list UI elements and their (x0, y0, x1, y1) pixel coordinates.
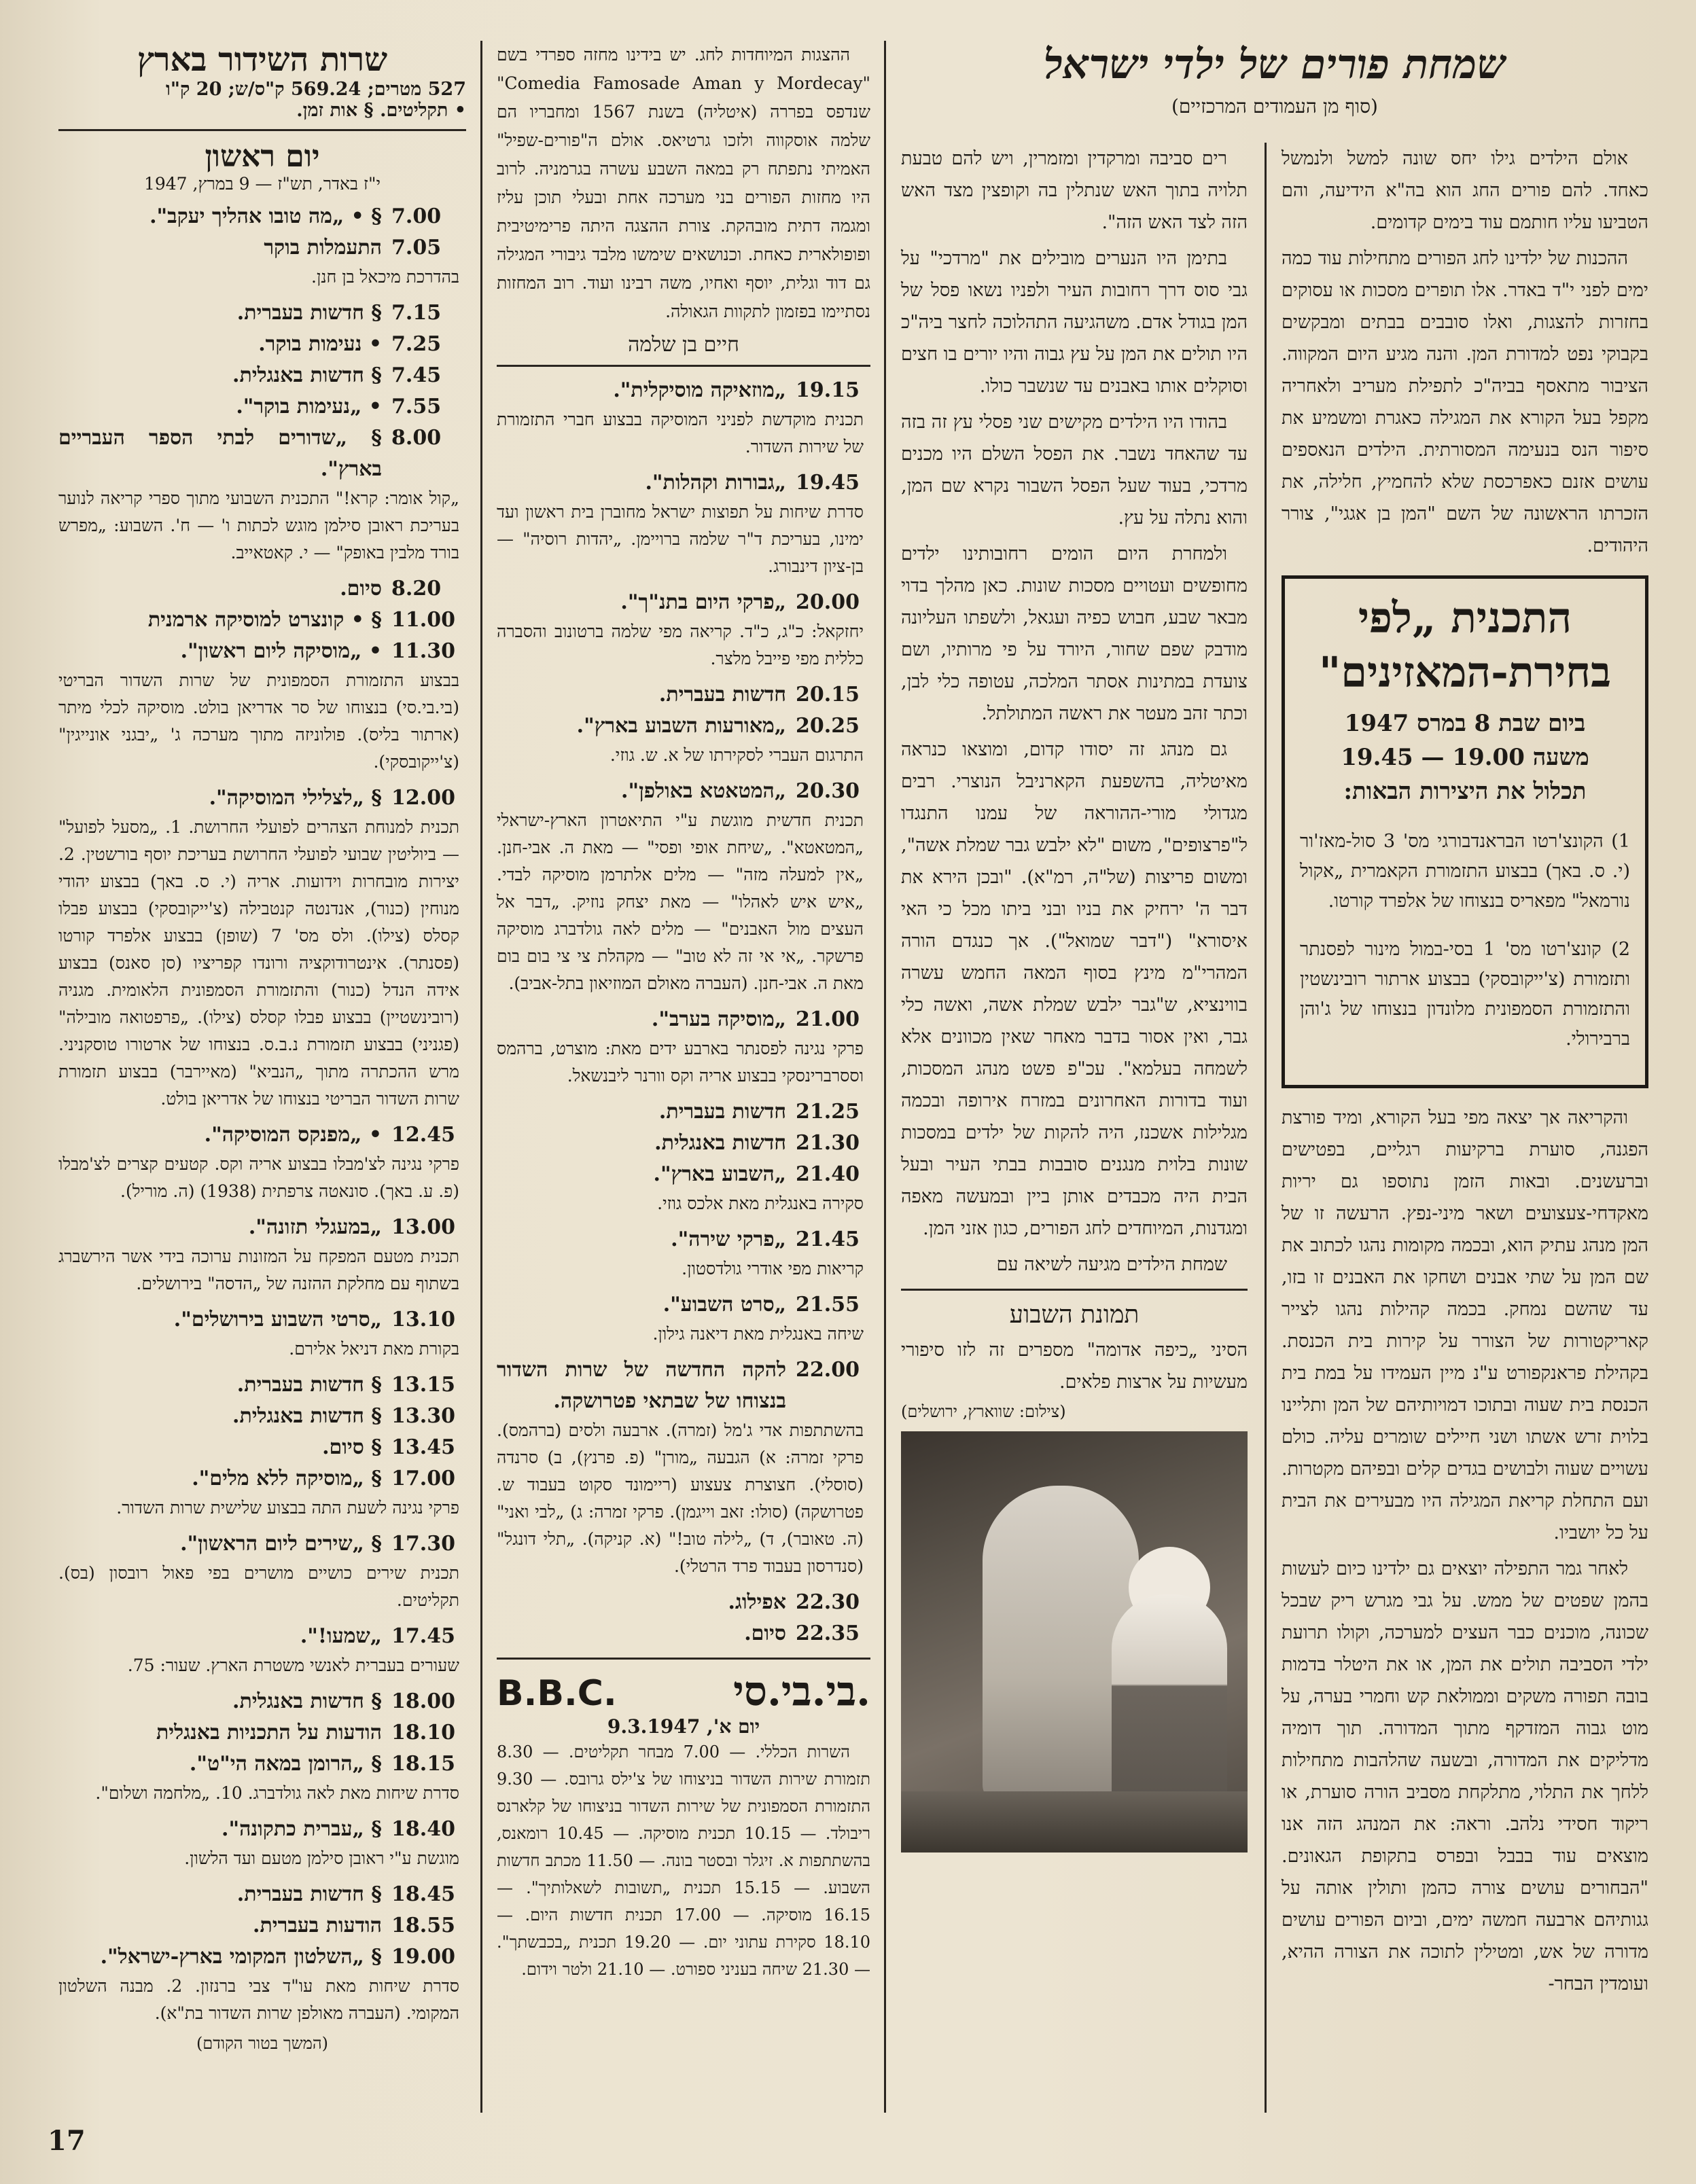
schedule-time: 20.25 (796, 714, 860, 738)
schedule-time: 7.55 (391, 395, 442, 418)
schedule-time: 8.00 (391, 426, 442, 450)
schedule-item (58, 1910, 466, 1941)
schedule-desc: יחזקאל: כ"ג, כ"ד. קריאה מפי שלמה ברטונוב והסברה כללית מפי פייבל מלצר. (497, 622, 864, 668)
schedule-desc: בקורת מאת דניאל אלירם. (289, 1339, 459, 1359)
bbc-title-he: בי.בי.סי. (733, 1668, 870, 1715)
schedule-title: „פרקי היום בתנ"ך". (620, 590, 786, 614)
box-date-line3: תכלול את היצירות הבאות: (1343, 778, 1587, 805)
article-column-2 (901, 143, 1248, 1852)
schedule-title: הודעות בעברית. (253, 1914, 382, 1937)
bbc-header (497, 1668, 870, 1715)
schedule-item (497, 1618, 870, 1649)
schedule-desc: קריאות מפי אודרי גולדסטון. (682, 1259, 864, 1278)
schedule-time: 7.05 (391, 236, 442, 259)
schedule-time: 21.00 (796, 1007, 860, 1031)
schedule-item (58, 783, 466, 814)
schedule-item (497, 679, 870, 711)
schedule-time: 22.00 (796, 1358, 860, 1382)
schedule-time: 11.30 (391, 639, 455, 663)
schedule-title: § „השלטון המקומי בארץ-ישראל". (100, 1945, 382, 1969)
schedule-item (58, 1370, 466, 1401)
schedule-title: חדשות בעברית. (658, 683, 786, 706)
schedule-desc: סדרת שיחות מאת לאה גולדברג. 10. „מלחמה ושלום". (95, 1783, 459, 1803)
schedule-time: 7.15 (391, 301, 442, 325)
schedule-time: 20.30 (796, 779, 860, 803)
schedule-time: 18.55 (391, 1914, 455, 1937)
schedule-item (58, 1212, 466, 1243)
schedule-desc: התרגום העברי לסקירתו של א. ש. גוזי. (610, 745, 864, 765)
schedule-time: 19.15 (796, 378, 860, 402)
box-date-line2: משעה 19.00 — 19.45 (1341, 744, 1589, 771)
schedule-time: 20.00 (796, 590, 860, 614)
schedule-title: § חדשות באנגלית. (232, 1404, 382, 1428)
schedule-item (497, 1587, 870, 1618)
column-divider (480, 41, 482, 2113)
schedule-title: • „מוסיקה ליום ראשון". (180, 639, 382, 663)
schedule-time: 8.20 (391, 577, 442, 601)
schedule-title: § סיום. (322, 1435, 382, 1459)
schedule-item (58, 605, 466, 636)
schedule-time: 19.45 (796, 471, 860, 495)
schedule-title: § חדשות בעברית. (236, 301, 382, 325)
photo-figure-child (1112, 1594, 1227, 1819)
radio-day-date: י"ז באדר, תש"ז — 9 במרץ, 1947 (143, 174, 381, 194)
schedule-time: 13.15 (391, 1373, 455, 1397)
schedule-title: סיום. (340, 577, 382, 601)
schedule-title: • נעימות בוקר. (258, 332, 382, 356)
schedule-time: 18.15 (391, 1752, 455, 1776)
schedule-title: חדשות באנגלית. (654, 1131, 786, 1155)
column3-author: חיים בן שלמה (628, 333, 739, 357)
schedule-item (497, 1128, 870, 1159)
schedule-title: „מוסיקה בערב". (651, 1007, 786, 1031)
schedule-title: „מאורעות השבוע בארץ". (576, 714, 786, 738)
section-rule (497, 1658, 870, 1660)
column3-intro: ההצגות המיוחדות לחג. יש בידינו מחזה ספרדי בשם "Comedia Famosade Aman y Mordecay" שנדפס בפררה (איטליה) בשנת 1567 ומחבריו הם שלמה אוסקווה ולזכו גרטיאס. אולם ה"פורים-שפיל" האמיתי נתפתח רק במאה השבע עשרה בגרמניה. לרוב היו מחזות הפורים בני מערכה אחת ובעלי תוכן עליז ומגמה דתית מובהקת. צורת ההצגה היתה פרימיטיבית ופופולארית כאחת. וכנושאים שימשו מלבד גיבורי המגילה גם דוד וגלית, יוסף ואחיו, משה רבינו ועוד. רוב המחזות נסתיימו בפזמון לתקוות הגאולה. (497, 45, 870, 321)
article-section (901, 41, 1648, 132)
article-paragraph: ולמחרת היום הומים רחובותינו ילדים מחופשים ועטויים מסכות שונות. כאן מהלך בדוי מבאר שבע, חבוש כפיה ועגאל, ולשפתו העליונה מודבק שפם שחור, היורד על פי מרותיו, ושם צועדת במתינות אסתר המלכה, עטופה כלי לבן, וכתר זהב מעטר את ראשה המתולתל. (901, 543, 1248, 724)
schedule-time: 17.00 (391, 1467, 455, 1490)
schedule-title: „השבוע בארץ". (653, 1162, 786, 1186)
schedule-item (497, 375, 870, 406)
schedule-desc: פרקי נגינה לצ'מבלו בבצוע אריה וקס. קטעים קצרים לצ'מבלו (פ. ע. באך). סונאטה צרפתית (1938) (ה. מוריל). (58, 1154, 459, 1201)
box-date-line1: ביום שבת 8 במרס 1947 (1344, 710, 1586, 737)
schedule-title: § „עברית כתקונה". (222, 1817, 382, 1841)
schedule-item (497, 1004, 870, 1035)
radio-column (58, 41, 466, 2054)
schedule-desc: מוגשת ע"י ראובן סילמן מטעם ועד הלשון. (184, 1848, 459, 1868)
schedule-item (58, 1463, 466, 1494)
schedule-time: 12.45 (391, 1123, 455, 1147)
schedule-title: § „מוסיקה ללא מלים". (192, 1467, 382, 1490)
schedule-item (497, 587, 870, 618)
schedule-time: 7.45 (391, 363, 442, 387)
column-divider (884, 41, 886, 2113)
week-photo (901, 1431, 1248, 1852)
schedule-title: § „לצלילי המוסיקה". (209, 786, 382, 810)
schedule-item (58, 1621, 466, 1652)
schedule-desc: תכנית מטעם המפקח על המזונות ערוכה בידי אשר הירשברג בשתוף עם מחלקת ההזנה של „הדסה" בירושלים. (58, 1247, 459, 1293)
schedule-title: „סרט השבוע". (662, 1293, 786, 1317)
schedule-time: 21.30 (796, 1131, 860, 1155)
continued-note: (המשך בטור הקודם) (196, 2034, 329, 2053)
article-paragraph: אולם הילדים גילו יחס שונה למשל ולנמשל כאחד. להם פורים החג הוא בה"א הידיעה, והם הטביעו עליו חותמם עוד בימים קדומים. (1282, 148, 1648, 233)
schedule-time: 7.25 (391, 332, 442, 356)
radio-title: שרות השידור בארץ (137, 41, 388, 79)
schedule-desc: תכנית חדשית מוגשת ע"י התיאטרון הארץ-ישראלי „המטאטא". „שיחת אופי ופסי" — מאת ה. אבי-חנן. „אין למעלה מזה" — מלים אלתרמן מוסיקה לבדי. „איש איש לאהלו" — מאת יצחק נוזיק. „דבר אל העצים מול האבנים" — מלים לאה גולדברג מוסיקה פרשקר. „אי אי זה לא טוב" — מקהלת צי צי בום בום מאת ה. אבי-חנן. (העברה מאולם המוזיאון בתל-אביב). (497, 810, 864, 993)
schedule-desc: סקירה באנגלית מאת אלכס גוזי. (657, 1194, 864, 1213)
schedule-item (497, 776, 870, 807)
schedule-item (58, 423, 466, 485)
schedule-desc: שעורים בעברית לאנשי משטרת הארץ. שעור: 75. (127, 1655, 459, 1675)
schedule-title: „במעגלי תזונה". (248, 1215, 382, 1239)
box-title (1300, 591, 1630, 700)
schedule-desc: תכנית שירים כושיים מושרים בפי פאול רובסון (בס). תקליטים. (58, 1563, 459, 1610)
radio-day-title: יום ראשון (205, 139, 320, 174)
schedule-desc: תכנית מוקדשת לפניני המוסיקה בבצוע חברי התזמורת של שירות השדור. (497, 410, 864, 457)
schedule-time: 22.35 (796, 1622, 860, 1645)
schedule-time: 21.45 (796, 1228, 860, 1251)
schedule-title: הודעות על התכניות באנגלית (156, 1721, 382, 1744)
schedule-item (58, 360, 466, 391)
schedule-item (58, 636, 466, 667)
section-rule (58, 129, 466, 131)
schedule-title: § • „מה טובו אהליך יעקב". (149, 204, 382, 228)
schedule-title: „סרטי השבוע בירושלים". (173, 1308, 382, 1331)
schedule-title: „מוזאיקה מוסיקלית". (613, 378, 786, 402)
schedule-item (58, 1879, 466, 1910)
schedule-title: אפילוג. (728, 1590, 786, 1614)
article-title: שמחת פורים של ילדי ישראל (1044, 41, 1506, 88)
schedule-item (497, 1159, 870, 1190)
evening-schedule (497, 375, 870, 1649)
schedule-item (497, 1289, 870, 1321)
schedule-item (58, 1432, 466, 1463)
schedule-time: 21.25 (796, 1100, 860, 1124)
schedule-item (58, 1304, 466, 1336)
schedule-item (58, 1120, 466, 1151)
schedule-item (497, 467, 870, 499)
box-item-2: 2) קונצ'רטו מס' 1 בסי-במול מינור לפסנתר ותזמורת (צ'ייקובסקי) בבצוע ארתור רובינשטין והתזמורת הסמפונית מלונדון בנצוחו של ג'והן ברבירולי. (1300, 939, 1630, 1050)
schedule-title: • „מפנקס המוסיקה". (204, 1123, 382, 1147)
schedule-title: „גבורות וקהלות". (645, 471, 786, 495)
schedule-time: 17.30 (391, 1532, 455, 1556)
schedule-time: 13.45 (391, 1435, 455, 1459)
article-paragraph: בהודו היו הילדים מקישים שני פסלי עץ זה בזה עד שהאחד נשבר. את הפסל השלם היו מכנים מרדכי, בעוד שעל הפסל השבור נקרא שם המן, והוא נתלה על עץ. (901, 412, 1248, 529)
schedule-time: 13.10 (391, 1308, 455, 1331)
article-paragraph: שמחת הילדים מגיעה לשיאה עם (996, 1254, 1227, 1275)
schedule-time: 12.00 (391, 786, 455, 810)
schedule-title: § חדשות בעברית. (236, 1373, 382, 1397)
radio-schedule (58, 201, 466, 2027)
article-paragraph: גם מנהג זה יסודו קדום, ומוצאו כנראה מאיטליה, בהשפעת הקארניבל הנוצרי. רבים מגדולי מורי-ההוראה של עמנו התנגדו ל"פרצופים", משום "לא ילבש גבר שמלת אשה", ומשום פריצות (של"ה, רמ"א). "ובכן הירא את דבר ה' ירחיק את בניו ובני ביתו מכל כי האי איסורא" ("דבר שמואל"). אך כנגדם הורה המהרי"מ מינץ בסוף המאה החמש עשרה בווינציא, ש"גבר ילבש שמלת אשה, ואשה כלי גבר, ואין אסור בדבר מאחר שאין מכוונים אלא לשמחה בעלמא". עכ"פ פשט מנהג המסכות, ועוד בדורות האחרונים במזרח אירופה ובכמה מגלילות אשכנז, היה להקות של ילדים במסכות שונות בלוית מנגנים סובבות בבתי העיר ובעל הבית היה מכבדים אותן ביין ובמעשה מאפה ומגדנות, המיוחדים לחג הפורים, כגון אזני המן. (901, 739, 1248, 1239)
schedule-item (58, 329, 466, 360)
schedule-time: 18.10 (391, 1721, 455, 1744)
schedule-item (58, 1941, 466, 1973)
schedule-title: § חדשות באנגלית. (232, 363, 382, 387)
article-paragraph: ההכנות של ילדינו לחג הפורים מתחילות עוד כמה ימים לפני י"ד באדר. אלו תופרים מסכות או עסוקים בחזרות להצגות, ואלו סובבים בבתים ומבקשים בקבוקי נפט למדורת המן. והנה מגיע היום המקווה. הציבור מתאסף בביה"כ לתפילת מעריב ולאחריה מקפל בעל הקורא את המגילה כאגרת ומשמיע את סיפור הנס בנעימה המסורתית. הילדים הנאספים עושים אזנם כאפרכסת שלא להחמיץ, חלילה, את הזכרתו הראשונה של השם "המן בן אגגי", צורר היהודים. (1282, 248, 1648, 556)
schedule-time: 7.00 (391, 204, 442, 228)
schedule-title: § „הרומן במאה הי"ט". (189, 1752, 382, 1776)
schedule-item (58, 1717, 466, 1749)
section-rule (901, 1289, 1248, 1291)
box-title-line2: בחירת-המאזינים" (1318, 647, 1611, 697)
box-title-line1: התכנית „לפי (1358, 593, 1572, 643)
schedule-item (58, 201, 466, 232)
schedule-desc: סדרת שיחות על תפוצות ישראל מחוברן בית ראשון ועד ימינו, בעריכת ד"ר שלמה ברויימן. „יהדות רוסיה" — בן-ציון דינבורג. (497, 502, 864, 576)
schedule-title: „שמעו!". (300, 1624, 382, 1648)
schedule-desc: בהדרכת מיכאל בן חנן. (311, 267, 459, 287)
schedule-title: התעמלות בוקר (264, 236, 382, 259)
radio-freq-line2: • תקליטים. § אות זמן. (296, 100, 466, 121)
schedule-title: • „נעימות בוקר". (236, 395, 382, 418)
schedule-item (58, 232, 466, 264)
article-paragraph: לאחר גמר התפילה יוצאים גם ילדינו כיום לעשות בהמן שפטים של ממש. על גבי מגרש ריק שבכל שכונה, מוכנים כבר העצים למערכה, וקולו תרועת ילדי הסביבה תולים את המן, או את היטלר בדמות בובה תפורה משקים וממולאת קש וחמרי בערה, על מוט גבוה המזדקף מתוך המדורה. תוך דומיה מדליקים את המדורה, ובשעה שהלהבות מתחילות ללחך את התלוי, מתלקחת מסביב הורה סוערת, או ריקוד חסידי נלהב. וראה: את המנהג הזה אנו מוצאים עוד בבבל ובפרס בתקופת הגאונים. "הבחורים עושים צורה כהמן ותולין אותה על גגותיהם ארבעה חמשה ימים, וביום הפורים עושים מדורה של אש, ומטילין לתוכה את הצורה ההיא, ועומדין הבחר- (1282, 1558, 1648, 1994)
photo-caption: הסיני „כיפה אדומה" מספרים זה לזו סיפורי מעשיות על ארצות פלאים. (901, 1340, 1248, 1393)
schedule-item (58, 391, 466, 423)
schedule-time: 20.15 (796, 683, 860, 706)
article-subtitle: (סוף מן העמודים המרכזיים) (1171, 95, 1378, 118)
schedule-title: § • קונצרט למוסיקה ארמנית (147, 608, 382, 632)
schedule-desc: פרקי נגינה לשעת התה בבצוע שלישית שרות השדור. (116, 1498, 459, 1518)
schedule-item (497, 1224, 870, 1255)
schedule-time: 22.30 (796, 1590, 860, 1614)
box-item-1: 1) הקונצ'רטו הבראנדבורגי מס' 3 סול-מאז'ור (י. ס. באך) בבצוע התזמורת הקאמרית „אקול נורמאל" מפאריס בנצוחו של אלפרד קורטו. (1300, 831, 1630, 912)
radio-freq-line1: 527 מטרים; 569.24 ק"ס/ש; 20 ק"ו (165, 79, 466, 100)
schedule-desc: שיחה באנגלית מאת דיאנה גילון. (652, 1324, 864, 1344)
article-paragraph: בתימן היו הנערים מובילים את "מרדכי" על גבי סוס דרך רחובות העיר ולפניו נשאו פסל של המן בגודל אדם. משהגיעה התהלוכה לחצר ביה"כ היו תולים את המן על עץ גבוה והיו יורים בו חצים וסוקלים אותו באבנים עד שנשבר כולו. (901, 248, 1248, 397)
listener-choice-box (1282, 575, 1648, 1088)
article-paragraph: והקריאה אך יצאה מפי בעל הקורא, ומיד פורצת הפגנה, סוערת ברקיעות רגליים, בפטישים וברעשנים. ובאות הזמן נתוספו גם יריות מאקדחי-צעצועים ושאר מיני-נפץ. הרעשה זו של המן מנהג עתיק הוא, ובכמה מקומות נהגו לכתוב את שם המן על שתי אבנים ושחקו את האבנים זו בזו, עד שהשם נמחק. בכמה קהילות נהגו לצייר קאריקטורות של הצורר על קירות בית הכנסת. בקהילת פראנקפורט ע"נ מיין העמידו על במת בית הכנסת בית שעוה ובתוכו דמויותיהם של המן ותליינו בלוית זרש אשתו ושני חיילים שומרים עליה. כולם עשויים שעוה ולבושים בגדים קלים ובפיהם מקטרות. ועם התחלת קריאת המגילה היו מבעירים את הבית על כל יושביו. (1282, 1107, 1648, 1543)
schedule-desc: בהשתתפות אדי ג'מל (זמרה). ארבעה ולסים (ברהמס). פרקי זמרה: א) הגבעה „מורן" (פ. פרנץ), ב) סרנדה (סוסלי). חצוצרת צעצוע (ריימונד סקוט בעבוד ש. פטרושקה) (סולו: זאב וייגמן). פרקי זמרה: ג) „לבי ואני" (ה. טאובר), ד) „לילה טוב!" (א. קניקה). „תלי דונגל" (סנדרסון בעבוד פרד הרטלי). (497, 1420, 864, 1576)
schedule-title: סיום. (744, 1622, 786, 1645)
schedule-desc: תכנית למנוחת הצהרים לפועלי החרושת. 1. „מסעל לפועל" — ביוליטין שבועי לפועלי החרושת בעריכת יוסף בורשטין. 2. יצירות מובחרות וידועות. אריה (י. ס. באך) בבצוע יהודי מנוחין (כנור), אנדנטה קנטבילה (צ'ייקובסקי) בבצוע פבלו קסלס (צילו). ולס מס' 7 (שופן) בבצוע אלפרד קורטו (פסנתר). אינטרודוקציה ורונדו קפריציו (סן סאנס) בבצוע אידה הנדל (כנור) והתזמורת הסמפונית הלאומית. מגניה (רובינשטיין) בבצוע פבלו קסלס (צילו). „פרפטואה מובילה" (פגניני) בבצוע תזמורת נ.ב.ס. בנצוחו של ארטורו טוסקניני. מרש ההכתרה מתוך „הנביא" (מאיירבר) בבצוע תזמורת שרות השדור הבריטי בנצוחו של אדריאן בולט. (58, 817, 459, 1109)
schedule-item (58, 1814, 466, 1845)
schedule-title: להקה החדשה של שרות השדור בנצוחו של שבתאי פטרושקה. (497, 1358, 786, 1413)
schedule-desc: פרקי נגינה לפסנתר בארבע ידים מאת: מוצרט, ברהמס וססרברינסקי בבצוע אריה וקס וורנר ליבנשאל. (497, 1039, 864, 1086)
schedule-item (58, 1686, 466, 1717)
schedule-time: 18.40 (391, 1817, 455, 1841)
schedule-time: 21.40 (796, 1162, 860, 1186)
photo-credit: (צילום: שווארץ, ירושלים) (901, 1402, 1066, 1421)
schedule-item (58, 1528, 466, 1560)
photo-heading: תמונת השבוע (1009, 1301, 1140, 1329)
article-paragraph: רים סביבה ומרקדין ומזמרין, ויש להם טבעת תלויה בתוך האש שנתלין בה וקופצין מצד האש הזה לצד האש הזה". (901, 148, 1248, 233)
schedule-time: 21.55 (796, 1293, 860, 1317)
section-rule (497, 365, 870, 367)
schedule-item (497, 1096, 870, 1128)
schedule-desc: בבצוע התזמורת הסמפונית של שרות השדור הבריטי (בי.בי.סי) בנצוחו של סר אדריאן בולט. מוסיקה לכלי מיתר (ארתור בליס). פולוניזה מתוך מערכה ג' „יבגני אונייגין" (צ'ייקובסקי). (58, 670, 459, 772)
schedule-item (497, 1355, 870, 1417)
schedule-time: 13.00 (391, 1215, 455, 1239)
schedule-item (497, 711, 870, 742)
schedule-title: § חדשות בעברית. (236, 1882, 382, 1906)
schedule-time: 13.30 (391, 1404, 455, 1428)
schedule-item (58, 1401, 466, 1432)
schedule-time: 18.45 (391, 1882, 455, 1906)
bbc-text: השרות הכללי. — 7.00 מבחר תקליטים. — 8.30 תזמורת שירות השדור בניצוחו של צ'ילס גרובס. — 9.30 התזמורת הסמפונית של שירות השדור בניצוחו של קלארנס ריבולד. — 10.15 תכנית מוסיקה. — 10.45 רומאנס, בהשתתפות א. זיגלר ובסטר בונה. — 11.50 מכתב חדשות השבוע. — 15.15 תכנית „תשובות לשאלותיך". — 16.15 מוסיקה. — 17.00 תכנית חדשות היום. — 18.10 סקירת עתוני יום. — 19.20 תכנית „בכבשתך". — 21.30 שיחה בעניני ספורט. — 21.10 ולטר וידום. (497, 1742, 870, 1979)
schedule-title: § חדשות באנגלית. (232, 1689, 382, 1713)
schedule-desc: סדרת שיחות מאת עו"ד צבי ברנזון. 2. מבנה השלטון המקומי. (העברה מאולפן שרות השדור בת"א). (58, 1976, 459, 2023)
schedule-title: „המטאטא באולפן". (621, 779, 786, 803)
page-number: 17 (48, 2125, 86, 2157)
bbc-title-en: B.B.C. (497, 1673, 617, 1714)
photo-ground (901, 1791, 1248, 1852)
bbc-day: יום א', 9.3.1947 (607, 1715, 760, 1738)
schedule-desc: „קול אומר: קרא!" התכנית השבועי מתוך ספרי קריאה לנוער בעריכת ראובן סילמן מוגש לכתות ו' — ח'. השבוע: „מפרש בורד מלבין באופק" — י. קאטאייב. (58, 488, 459, 562)
schedule-time: 19.00 (391, 1945, 455, 1969)
schedule-time: 17.45 (391, 1624, 455, 1648)
schedule-title: § „שדורים לבתי הספר העבריים בארץ". (58, 426, 382, 481)
schedule-item (58, 573, 466, 605)
schedule-item (58, 1749, 466, 1780)
schedule-time: 11.00 (391, 608, 455, 632)
schedule-title: „פרקי שירה". (671, 1228, 786, 1251)
column-3 (497, 41, 870, 1987)
schedule-item (58, 298, 466, 329)
schedule-time: 18.00 (391, 1689, 455, 1713)
schedule-title: § „שירים ליום הראשון". (180, 1532, 382, 1556)
column-divider (1265, 143, 1267, 2113)
article-column-1 (1282, 143, 1648, 2004)
schedule-title: חדשות בעברית. (658, 1100, 786, 1124)
